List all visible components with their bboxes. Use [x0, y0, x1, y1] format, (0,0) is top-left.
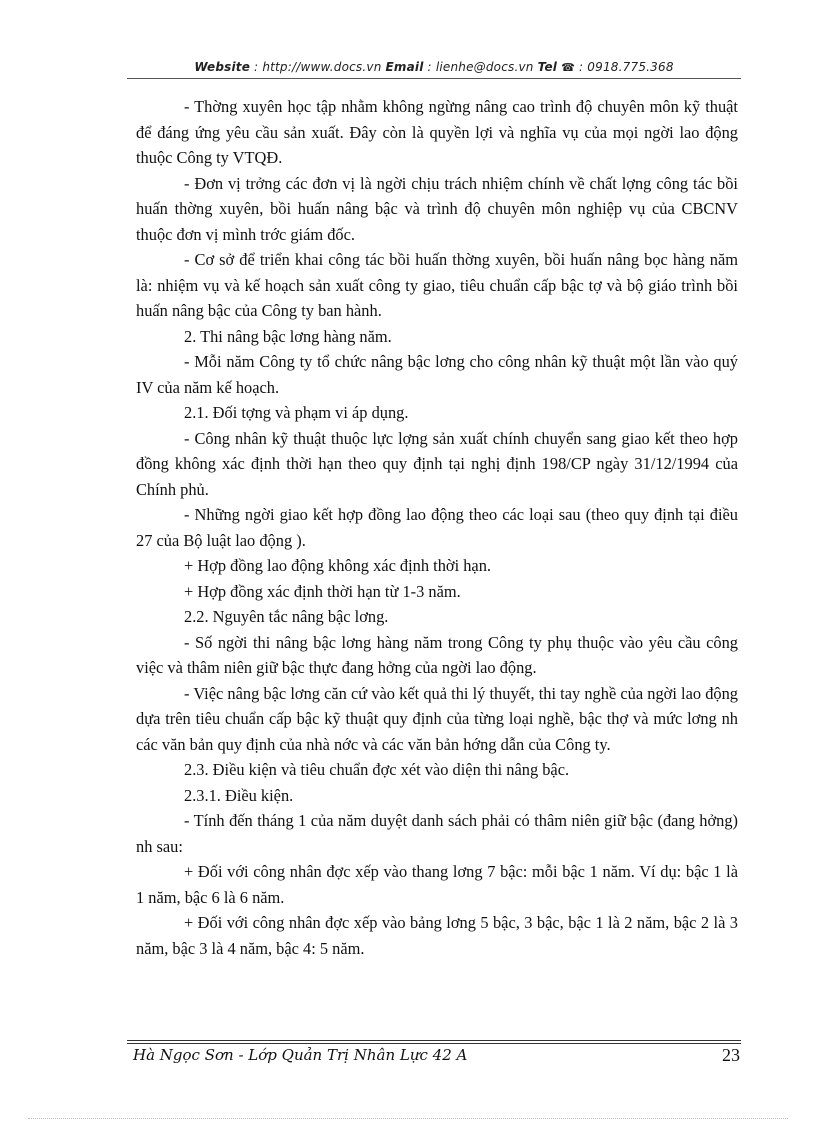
paragraph: - Công nhân kỹ thuật thuộc lực lợng sản xuất chính chuyển sang giao kết theo hợp đồng không xác định thời hạn theo quy định tại nghị định 198/CP ngày 31/12/1994 của Chính phủ. — [136, 428, 738, 499]
paragraph: - Tính đến tháng 1 của năm duyệt danh sách phải có thâm niên giữ bậc (đang hởng) nh sau: — [136, 811, 738, 856]
email-label: Email — [385, 60, 424, 74]
list-item: + Đối với công nhân đợc xếp vào thang lơng 7 bậc: mỗi bậc 1 năm. Ví dụ: bậc 1 là 1 năm, bậc 6 là 6 năm. — [136, 862, 738, 907]
paragraph: - Đơn vị trởng các đơn vị là ngời chịu trách nhiệm chính về chất lợng công tác bồi huấn thờng xuyên, bồi huấn nâng bậc và trình độ chuyên môn nghiệp vụ của CBCNV thuộc đơn vị mình trớc giám đốc. — [136, 173, 738, 244]
website-url: : http://www.docs.vn — [250, 60, 386, 74]
page-number: 23 — [722, 1045, 740, 1065]
email-address: : lienhe@docs.vn — [423, 60, 538, 74]
section-heading: 2. Thi nâng bậc lơng hàng năm. — [184, 326, 392, 346]
paragraph: - Việc nâng bậc lơng căn cứ vào kết quả thi lý thuyết, thi tay nghề của ngời lao động dựa trên tiêu chuẩn cấp bậc kỹ thuật quy định của từng loại nghề, bậc thợ và mức lơng nh các văn bản quy định của nhà nớc và các văn bản hớng dẫn của Công ty. — [136, 683, 738, 754]
list-item: + Hợp đồng lao động không xác định thời hạn. — [184, 556, 492, 575]
paragraph: - Thờng xuyên học tập nhằm không ngừng nâng cao trình độ chuyên môn kỹ thuật để đáng ứng yêu cầu sản xuất. Đây còn là quyền lợi và nghĩa vụ của mọi ngời lao động thuộc Công ty VTQĐ. — [136, 97, 738, 167]
paragraph: - Mỗi năm Công ty tổ chức nâng bậc lơng cho công nhân kỹ thuật một lần vào quý IV của năm kế hoạch. — [136, 352, 738, 397]
section-heading: 2.3.1. Điều kiện. — [184, 785, 294, 805]
footer-author: Hà Ngọc Sơn - Lớp Quản Trị Nhân Lực 42 A — [133, 1046, 468, 1064]
document-body — [136, 94, 738, 961]
list-item: + Hợp đồng xác định thời hạn từ 1-3 năm. — [184, 581, 461, 601]
tel-label: Tel — [537, 60, 558, 74]
paragraph: - Số ngời thi nâng bậc lơng hàng năm trong Công ty phụ thuộc vào yêu cầu công việc và thâm niên giữ bậc thực đang hởng của ngời lao động. — [136, 632, 738, 677]
paragraph: - Những ngời giao kết hợp đồng lao động theo các loại sau (theo quy định tại điều 27 của Bộ luật lao động ). — [136, 505, 738, 550]
section-heading: 2.2. Nguyên tắc nâng bậc lơng. — [184, 607, 389, 626]
page-header — [127, 60, 741, 74]
footer-divider-double — [127, 1043, 741, 1044]
paragraph: - Cơ sở để triển khai công tác bồi huấn thờng xuyên, bồi huấn nâng bọc hàng năm là: nhiệm vụ và kế hoạch sản xuất công ty giao, tiêu chuẩn cấp bậc tợ và bộ giáo trình bồi huấn nâng bậc của Công ty ban hành. — [136, 250, 738, 320]
section-heading: 2.3. Điều kiện và tiêu chuẩn đợc xét vào diện thi nâng bậc. — [184, 760, 570, 779]
website-label: Website — [194, 60, 251, 74]
list-item: + Đối với công nhân đợc xếp vào bảng lơng 5 bậc, 3 bậc, bậc 1 là 2 năm, bậc 2 là 3 năm, bậc 3 là 4 năm, bậc 4: 5 năm. — [136, 913, 738, 958]
header-divider — [127, 78, 741, 79]
phone-icon: ☎ — [561, 61, 576, 74]
page-edge-dotted-line — [28, 1118, 788, 1119]
tel-number: : 0918.775.368 — [575, 60, 674, 74]
section-heading: 2.1. Đối tợng và phạm vi áp dụng. — [184, 403, 409, 422]
footer-divider — [127, 1040, 741, 1041]
